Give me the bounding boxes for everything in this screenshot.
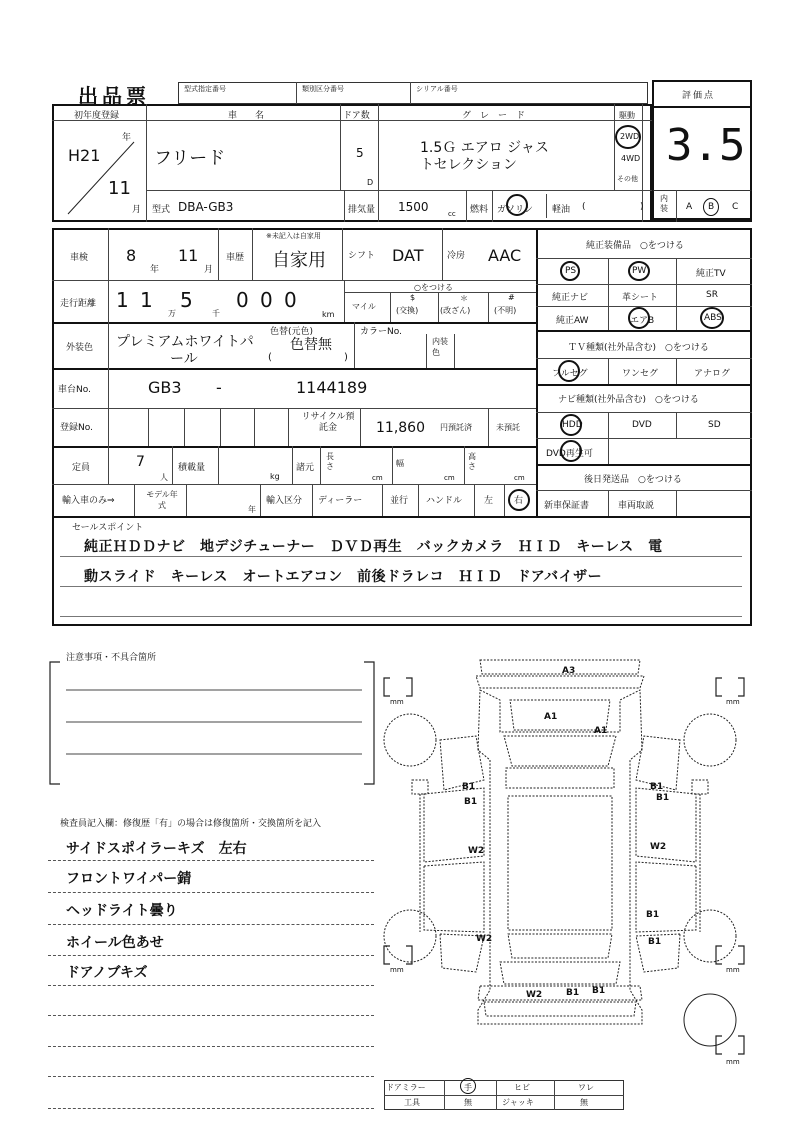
exterior-color-line2: ール [170, 351, 198, 367]
length-unit: cm [372, 474, 383, 482]
recolor-value: 色替無 [290, 337, 332, 353]
inspector-line-3: ヘッドライト曇り [66, 903, 178, 919]
import-dealer[interactable]: ディーラー [318, 496, 363, 506]
history-label: 車歴 [226, 253, 245, 263]
equip-sr[interactable]: SR [706, 290, 718, 300]
mirror-value: 手 [464, 1083, 472, 1092]
later-warranty[interactable]: 新車保証書 [544, 501, 590, 511]
grade-label: グ レ ー ド [462, 111, 526, 121]
recycle-not-deposited[interactable]: 未預託 [496, 423, 520, 432]
jack-label: ジャッキ [502, 1098, 534, 1107]
drive-2wd-circle [615, 125, 641, 149]
drive-2wd[interactable]: 2WD [620, 132, 640, 141]
mark-a3: A3 [562, 666, 576, 676]
inspection-month-unit: 月 [204, 265, 214, 275]
mileage-digit-5: 0 [260, 288, 273, 312]
drive-label: 駆動 [619, 111, 635, 120]
capacity-unit: 人 [160, 473, 168, 482]
history-note: ※未記入は自家用 [266, 232, 321, 240]
equip-airbag-circle [628, 307, 650, 329]
first-reg-month-unit: 月 [132, 205, 142, 215]
color-no-label: カラーNo. [360, 327, 402, 337]
inspector-label: 検査員記入欄：修復歴「有」の場合は修復箇所・交換箇所を記入 [60, 819, 322, 829]
first-reg-label: 初年度登録 [74, 111, 120, 121]
mileage-exchange-symbol: $ [410, 293, 416, 302]
inspector-line-5: ドアノブキズ [66, 965, 148, 981]
equip-abs-circle [700, 307, 724, 329]
mark-b1-rr-2: B1 [648, 937, 662, 947]
mm-rear-right: mm [726, 966, 740, 974]
exterior-color-line1: プレミアムホワイトパ [116, 334, 254, 350]
interior-c[interactable]: C [732, 202, 739, 212]
displacement-unit: cc [448, 210, 456, 218]
interior-grade-box [652, 190, 752, 222]
mark-w2-bumper: W2 [526, 990, 543, 1000]
first-reg-month: 11 [108, 178, 131, 199]
import-parallel[interactable]: 並行 [390, 496, 409, 506]
mirror-value-circle [460, 1078, 476, 1094]
fuel-paren-close: ) [640, 202, 644, 212]
jack-value: 無 [580, 1098, 588, 1107]
ac-value: AAC [488, 246, 522, 265]
grade-line1: 1.5Ｇ エアロ ジャス [420, 140, 549, 156]
handle-left[interactable]: 左 [484, 496, 494, 506]
interior-color-label: 内装色 [432, 337, 448, 357]
mileage-digit-1: 1 [116, 288, 129, 312]
tv-fullseg[interactable]: フルセグ [552, 369, 588, 379]
mark-w2-left: W2 [468, 846, 485, 856]
dvd-playback-circle [560, 440, 582, 462]
first-reg-year-unit: 年 [122, 133, 132, 143]
drive-4wd[interactable]: 4WD [621, 154, 641, 163]
mark-b1-bumper-2: B1 [592, 986, 606, 996]
recolor-paren-close: ) [344, 352, 348, 363]
load-label: 積載量 [178, 463, 206, 473]
genuine-header: 純正装備品 ○をつける [586, 241, 684, 251]
mileage-digit-6: 0 [284, 288, 297, 312]
dvd-playback[interactable]: DVD再生可 [546, 449, 593, 459]
mileage-man: 万 [168, 309, 176, 318]
mark-w2-rear-left: W2 [476, 934, 493, 944]
sales-points-line2: 動スライド キーレス オートエアコン 前後ドラレコ ＨＩＤ ドアバイザー [84, 569, 603, 585]
fuel-diesel[interactable]: 軽油 [552, 205, 571, 215]
capacity-label: 定員 [72, 463, 91, 473]
load-unit: kg [270, 472, 280, 481]
mark-a1-2: A1 [594, 726, 608, 736]
displacement-label: 排気量 [348, 205, 376, 215]
mileage-altered-symbol: ＊ [460, 294, 468, 303]
navi-sd[interactable]: SD [708, 420, 721, 430]
tv-analog[interactable]: アナログ [694, 369, 731, 379]
inspector-line-2: フロントワイパー錆 [66, 871, 192, 887]
recolor-paren-open: ( [268, 352, 272, 363]
mileage-digit-3: 5 [180, 288, 193, 312]
equip-abs[interactable]: ABS [704, 313, 722, 323]
interior-b[interactable]: B [708, 202, 715, 212]
car-name: フリード [154, 148, 226, 169]
page-title: 出品票 [78, 84, 150, 108]
type-label: 型式 [152, 205, 171, 215]
sales-points-label: セールスポイント [72, 523, 144, 533]
mm-front-left: mm [390, 698, 404, 706]
tv-oneseg[interactable]: ワンセグ [622, 369, 659, 379]
mileage-unknown-symbol: # [508, 293, 515, 302]
equip-pw[interactable]: PW [632, 266, 647, 276]
mirror-label: ドアミラー [386, 1083, 426, 1092]
later-header: 後日発送品 ○をつける [584, 475, 682, 485]
mm-front-right: mm [726, 698, 740, 706]
inspection-year: 8 [126, 246, 137, 265]
equip-aw[interactable]: 純正AW [556, 316, 589, 326]
mileage-digit-2: 1 [140, 288, 153, 312]
width-label: 幅 [396, 459, 404, 468]
model-designation-label: 型式指定番号 [184, 85, 226, 93]
car-name-label: 車 名 [228, 111, 265, 121]
mark-b1-fr-2: B1 [656, 793, 670, 803]
handle-right-circle [508, 489, 530, 511]
inspection-label: 車検 [70, 253, 89, 263]
recycle-value: 11,860 [376, 420, 425, 436]
mileage-unit: km [322, 310, 335, 319]
chassis-prefix: GB3 [148, 378, 182, 397]
rating-value: 3.5 [666, 120, 746, 171]
navi-dvd[interactable]: DVD [632, 420, 652, 430]
inspector-line-4: ホイール色あせ [66, 935, 164, 951]
navi-hdd-circle [560, 414, 582, 436]
exterior-color-label: 外装色 [66, 343, 94, 353]
equip-ps-circle [560, 261, 580, 281]
caution-frame [44, 656, 380, 790]
later-manual[interactable]: 車両取説 [618, 501, 655, 511]
first-reg-era: H21 [68, 146, 101, 165]
drive-other[interactable]: その他 [617, 175, 638, 183]
navi-hdd[interactable]: HDD [562, 420, 583, 430]
mm-rear-left: mm [390, 966, 404, 974]
model-year-label: モデル年式 [146, 490, 178, 510]
mark-b1-rr-1: B1 [646, 910, 660, 920]
length-label: 長さ [326, 452, 334, 471]
import-only-label: 輸入車のみ⇒ [62, 496, 115, 506]
width-unit: cm [444, 474, 455, 482]
equip-leather[interactable]: 革シート [622, 293, 659, 303]
equip-tv[interactable]: 純正TV [696, 269, 726, 279]
header-fields [178, 82, 648, 104]
fuel-circle [506, 194, 528, 216]
mark-a1-1: A1 [544, 712, 558, 722]
doors-value: 5 [356, 146, 364, 160]
car-damage-diagram [380, 640, 760, 1080]
doors-label: ドア数 [343, 111, 370, 121]
fuel-label: 燃料 [470, 205, 489, 215]
recycle-label: リサイクル預託金 [301, 412, 355, 433]
interior-grade-label: 内装 [660, 194, 668, 213]
mileage-option-unknown[interactable]: (不明) [494, 306, 517, 315]
equip-airbag[interactable]: エアB [630, 316, 655, 326]
history-value: 自家用 [272, 250, 326, 271]
shift-value: DAT [392, 246, 424, 265]
recycle-deposited[interactable]: 円預託済 [440, 423, 472, 432]
mileage-label: 走行距離 [60, 299, 97, 309]
equip-ps[interactable]: PS [565, 266, 577, 276]
handle-right[interactable]: 右 [514, 496, 524, 506]
inspection-month: 11 [178, 246, 199, 265]
model-year-unit: 年 [248, 505, 256, 514]
sales-points-line1: 純正ＨＤＤナビ 地デジチューナー ＤＶＤ再生 バックカメラ ＨＩＤ キーレス 電 [84, 539, 663, 555]
interior-a[interactable]: A [686, 202, 693, 212]
mm-spare: mm [726, 1058, 740, 1066]
dimensions-label: 諸元 [296, 463, 315, 473]
category-number-label: 類別区分番号 [302, 85, 344, 93]
mark-b1-fl-1: B1 [462, 782, 476, 792]
chassis-dash: - [216, 378, 222, 397]
height-label: 高さ [468, 452, 476, 471]
import-type-label: 輸入区分 [266, 496, 303, 506]
crack-label: ワレ [578, 1083, 594, 1092]
first-reg-diagonal [60, 126, 144, 220]
ac-label: 冷房 [447, 251, 466, 261]
displacement-value: 1500 [398, 200, 429, 214]
shift-label: シフト [348, 251, 376, 261]
mark-b1-fl-2: B1 [464, 797, 478, 807]
inspection-year-unit: 年 [150, 265, 160, 275]
tools-label: 工具 [404, 1098, 420, 1107]
chassis-number: 1144189 [296, 378, 368, 397]
equip-navi[interactable]: 純正ナビ [552, 293, 589, 303]
mark-w2-right: W2 [650, 842, 667, 852]
chassis-label: 車台No. [58, 385, 91, 395]
serial-number-label: シリアル番号 [416, 85, 458, 93]
inspector-line-1: サイドスポイラーキズ 左右 [66, 841, 247, 857]
mileage-digit-4: 0 [236, 288, 249, 312]
scratch-label: ヒビ [514, 1083, 530, 1092]
height-unit: cm [514, 474, 525, 482]
equip-pw-circle [628, 261, 650, 281]
registration-no-label: 登録No. [60, 423, 93, 433]
mileage-circle-note: ○をつける [414, 283, 453, 292]
mileage-option-altered[interactable]: (改ざん) [440, 306, 471, 315]
mileage-option-exchange[interactable]: (交換) [396, 306, 419, 315]
handle-label: ハンドル [426, 496, 463, 506]
tools-value: 無 [464, 1098, 472, 1107]
type-value: DBA-GB3 [178, 200, 234, 214]
recolor-label: 色替(元色) [270, 327, 314, 337]
mark-b1-bumper-1: B1 [566, 988, 580, 998]
navi-header: ナビ種類(社外品含む) ○をつける [558, 395, 699, 405]
mark-b1-fr-1: B1 [650, 782, 664, 792]
fuel-gasoline[interactable]: ガソリン [497, 205, 534, 215]
capacity-value: 7 [136, 454, 145, 470]
caution-label: 注意事項・不具合箇所 [66, 653, 157, 663]
mileage-option-mile[interactable]: マイル [352, 302, 376, 311]
fuel-paren-open: ( [582, 202, 586, 212]
tv-header: ＴＶ種類(社外品含む) ○をつける [568, 343, 709, 353]
tv-fullseg-circle [558, 360, 580, 382]
rating-label: 評価点 [682, 91, 716, 101]
mileage-sen: 千 [212, 309, 220, 318]
grade-line2: トセレクション [420, 157, 518, 173]
doors-suffix: D [367, 178, 374, 187]
